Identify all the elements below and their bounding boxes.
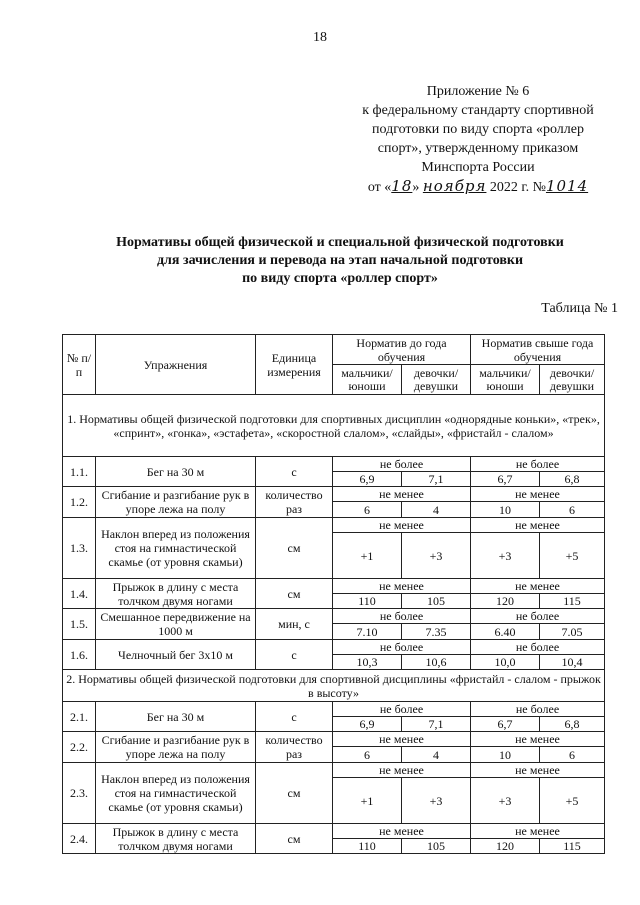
header-exercise: Упражнения xyxy=(96,335,256,395)
header-row xyxy=(63,335,605,365)
row-exercise: Бег на 30 м xyxy=(96,702,256,732)
row-number: 1.5. xyxy=(63,609,96,640)
limit-label: не менее xyxy=(471,763,605,778)
row-exercise: Смешанное передвижение на 1000 м xyxy=(96,609,256,640)
value-cell: 6,9 xyxy=(333,472,402,487)
row-unit: количество раз xyxy=(256,732,333,763)
row-number: 2.1. xyxy=(63,702,96,732)
row-exercise: Прыжок в длину с места толчком двумя ногами xyxy=(96,824,256,854)
title-line: Нормативы общей физической и специальной физической подготовки xyxy=(116,235,564,250)
value-cell: 6 xyxy=(540,747,605,763)
value-cell: 4 xyxy=(402,502,471,518)
row-exercise: Наклон вперед из положения стоя на гимнастической скамье (от уровня скамьи) xyxy=(96,518,256,579)
value-cell: 4 xyxy=(402,747,471,763)
value-cell: 105 xyxy=(402,594,471,609)
norms-table xyxy=(62,334,605,854)
value-cell: 7.35 xyxy=(402,624,471,640)
row-exercise: Сгибание и разгибание рук в упоре лежа на полу xyxy=(96,732,256,763)
section-row xyxy=(63,670,605,702)
appendix-line: к федеральному стандарту спортивной xyxy=(362,103,594,118)
row-unit: с xyxy=(256,457,333,487)
limit-label: не менее xyxy=(333,518,471,533)
date-prefix: от « xyxy=(367,180,392,195)
limit-label: не более xyxy=(471,609,605,624)
limit-label: не менее xyxy=(471,518,605,533)
header-norm-year: Норматив до года обучения xyxy=(333,335,471,365)
limit-label: не менее xyxy=(471,579,605,594)
appendix-date xyxy=(338,177,618,197)
value-cell: 7.05 xyxy=(540,624,605,640)
limit-label: не менее xyxy=(471,824,605,839)
date-day: 18 xyxy=(391,177,413,195)
table-row xyxy=(63,579,605,594)
row-exercise: Челночный бег 3х10 м xyxy=(96,640,256,670)
appendix-line: Приложение № 6 xyxy=(426,84,530,99)
row-number: 1.1. xyxy=(63,457,96,487)
table-label: Таблица № 1 xyxy=(541,301,618,316)
header-girls: девочки/ девушки xyxy=(402,365,471,395)
limit-label: не менее xyxy=(471,487,605,502)
row-exercise: Сгибание и разгибание рук в упоре лежа на полу xyxy=(96,487,256,518)
row-exercise: Бег на 30 м xyxy=(96,457,256,487)
row-number: 1.6. xyxy=(63,640,96,670)
value-cell: +3 xyxy=(402,533,471,579)
value-cell: 10,0 xyxy=(471,655,540,670)
limit-label: не более xyxy=(471,702,605,717)
value-cell: 6,7 xyxy=(471,717,540,732)
value-cell: 120 xyxy=(471,839,540,854)
limit-label: не менее xyxy=(333,487,471,502)
value-cell: 7.10 xyxy=(333,624,402,640)
value-cell: 6 xyxy=(333,502,402,518)
date-sep: » xyxy=(412,180,420,195)
row-unit: с xyxy=(256,702,333,732)
value-cell: +3 xyxy=(471,778,540,824)
header-no: № п/п xyxy=(63,335,96,395)
value-cell: +1 xyxy=(333,778,402,824)
section-row xyxy=(63,395,605,457)
value-cell: 10,3 xyxy=(333,655,402,670)
row-unit: см xyxy=(256,763,333,824)
header-boys: мальчики/ юноши xyxy=(333,365,402,395)
table-row xyxy=(63,487,605,502)
date-year: 2022 г. № xyxy=(489,180,546,195)
value-cell: 6 xyxy=(540,502,605,518)
row-unit: с xyxy=(256,640,333,670)
limit-label: не более xyxy=(333,640,471,655)
row-number: 1.3. xyxy=(63,518,96,579)
value-cell: 120 xyxy=(471,594,540,609)
header-norm-over: Норматив свыше года обучения xyxy=(471,335,605,365)
table-row xyxy=(63,609,605,624)
row-unit: количество раз xyxy=(256,487,333,518)
header-girls: девочки/ девушки xyxy=(540,365,605,395)
limit-label: не менее xyxy=(471,732,605,747)
limit-label: не более xyxy=(333,609,471,624)
value-cell: 6,9 xyxy=(333,717,402,732)
value-cell: 6.40 xyxy=(471,624,540,640)
value-cell: 6,8 xyxy=(540,472,605,487)
limit-label: не менее xyxy=(333,824,471,839)
title-line: по виду спорта «роллер спорт» xyxy=(242,271,438,286)
value-cell: +3 xyxy=(471,533,540,579)
row-number: 2.2. xyxy=(63,732,96,763)
value-cell: 7,1 xyxy=(402,717,471,732)
limit-label: не менее xyxy=(333,763,471,778)
value-cell: 6,8 xyxy=(540,717,605,732)
value-cell: +1 xyxy=(333,533,402,579)
value-cell: 10 xyxy=(471,502,540,518)
table-row xyxy=(63,763,605,778)
row-number: 2.4. xyxy=(63,824,96,854)
limit-label: не более xyxy=(333,702,471,717)
header-unit: Единица измерения xyxy=(256,335,333,395)
value-cell: 115 xyxy=(540,839,605,854)
row-number: 1.2. xyxy=(63,487,96,518)
appendix-line: Минспорта России xyxy=(421,160,535,175)
table-row xyxy=(63,457,605,472)
value-cell: +5 xyxy=(540,778,605,824)
date-month: ноября xyxy=(422,177,487,195)
limit-label: не более xyxy=(333,457,471,472)
value-cell: 7,1 xyxy=(402,472,471,487)
table-row xyxy=(63,518,605,533)
limit-label: не менее xyxy=(333,579,471,594)
value-cell: 6,7 xyxy=(471,472,540,487)
value-cell: 10,4 xyxy=(540,655,605,670)
value-cell: 6 xyxy=(333,747,402,763)
table-row xyxy=(63,640,605,655)
value-cell: 105 xyxy=(402,839,471,854)
value-cell: 10,6 xyxy=(402,655,471,670)
row-unit: см xyxy=(256,518,333,579)
value-cell: 110 xyxy=(333,839,402,854)
value-cell: 10 xyxy=(471,747,540,763)
section-title: 2. Нормативы общей физической подготовки для спортивной дисциплины «фристайл - слалом - прыжок в высоту» xyxy=(63,670,605,702)
title-line: для зачисления и перевода на этап начальной подготовки xyxy=(156,253,524,268)
row-number: 1.4. xyxy=(63,579,96,609)
section-title: 1. Нормативы общей физической подготовки для спортивных дисциплин «однорядные коньки», «трек», «спринт», «гонка», «эстафета», «скоростной слалом», «слайды», «фристайл - слалом» xyxy=(63,395,605,457)
value-cell: +3 xyxy=(402,778,471,824)
value-cell: +5 xyxy=(540,533,605,579)
appendix-line: подготовки по виду спорта «роллер xyxy=(371,122,584,137)
page-number: 18 xyxy=(313,30,327,45)
limit-label: не более xyxy=(471,640,605,655)
norms-table-body xyxy=(63,335,605,854)
appendix-block xyxy=(338,82,618,197)
table-row xyxy=(63,824,605,839)
value-cell: 110 xyxy=(333,594,402,609)
value-cell: 115 xyxy=(540,594,605,609)
appendix-line: спорт», утвержденному приказом xyxy=(377,141,579,156)
limit-label: не более xyxy=(471,457,605,472)
row-number: 2.3. xyxy=(63,763,96,824)
header-boys: мальчики/ юноши xyxy=(471,365,540,395)
document-title xyxy=(40,234,640,288)
row-exercise: Прыжок в длину с места толчком двумя ногами xyxy=(96,579,256,609)
row-unit: мин, с xyxy=(256,609,333,640)
limit-label: не менее xyxy=(333,732,471,747)
order-number: 1014 xyxy=(545,177,589,195)
row-unit: см xyxy=(256,579,333,609)
row-exercise: Наклон вперед из положения стоя на гимнастической скамье (от уровня скамьи) xyxy=(96,763,256,824)
table-row xyxy=(63,702,605,717)
table-row xyxy=(63,732,605,747)
row-unit: см xyxy=(256,824,333,854)
